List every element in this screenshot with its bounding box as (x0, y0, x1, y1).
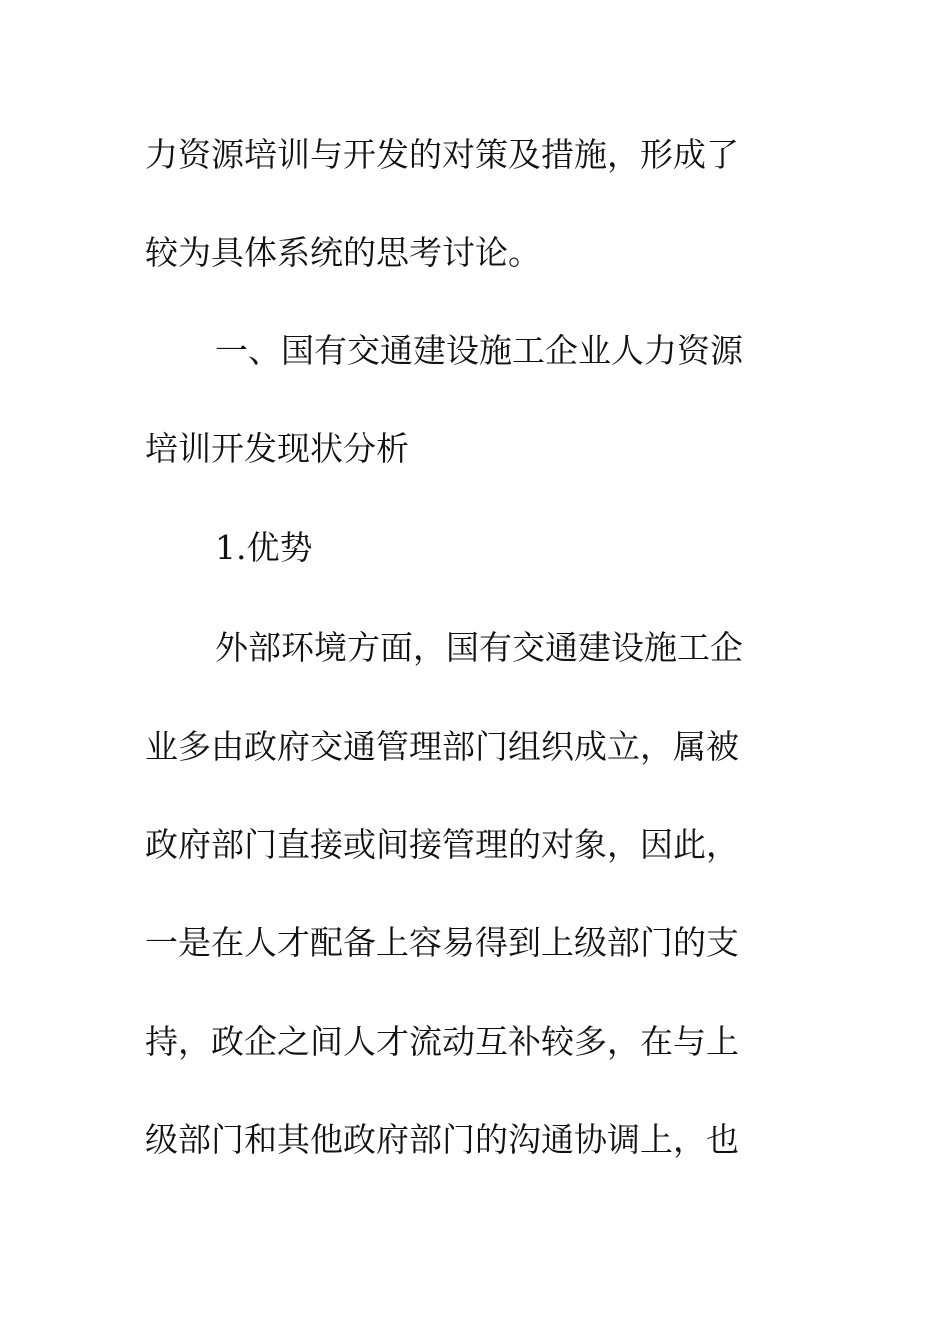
paragraph-line-2: 业多由政府交通管理部门组织成立，属被 (145, 727, 739, 766)
paragraph-line-4: 一是在人才配备上容易得到上级部门的支 (145, 923, 739, 962)
text-line-2: 较为具体系统的思考讨论。 (145, 233, 541, 272)
text-line-1: 力资源培训与开发的对策及措施，形成了 (145, 135, 739, 174)
section-heading-line-1: 一、国有交通建设施工企业人力资源 (215, 331, 743, 370)
paragraph-line-6: 级部门和其他政府部门的沟通协调上，也 (145, 1120, 739, 1159)
paragraph-line-3: 政府部门直接或间接管理的对象，因此， (145, 825, 739, 864)
paragraph-line-5: 持，政企之间人才流动互补较多，在与上 (145, 1022, 739, 1061)
paragraph-line-1: 外部环境方面，国有交通建设施工企 (215, 628, 743, 667)
section-heading-line-2: 培训开发现状分析 (145, 429, 409, 468)
subsection-heading: 1.优势 (215, 528, 313, 567)
